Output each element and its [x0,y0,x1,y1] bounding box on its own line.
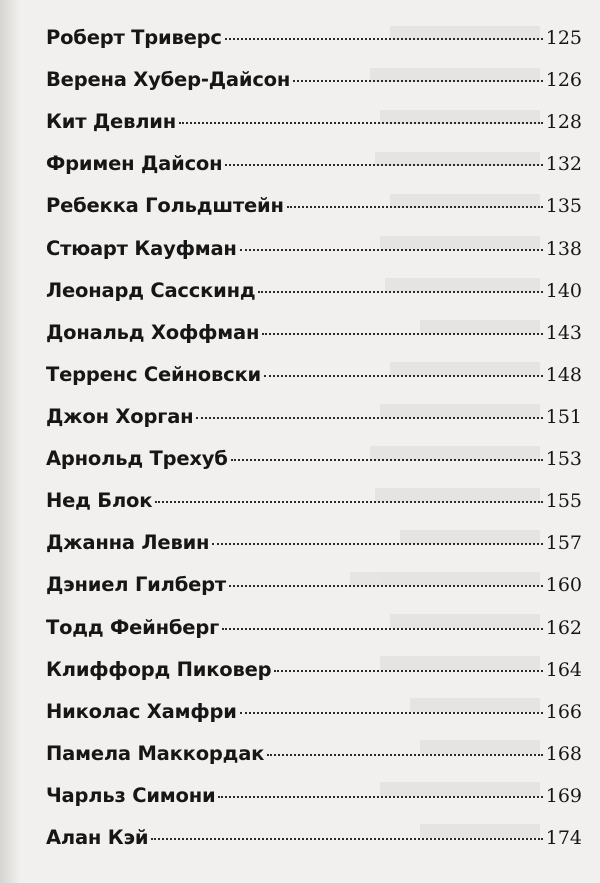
toc-entry [46,784,582,826]
dot-leader [179,122,543,124]
dot-leader [151,838,542,840]
toc-entry [46,237,582,279]
toc-page-number: 135 [545,195,582,218]
toc-entry [46,279,582,321]
dot-leader [225,38,543,40]
toc-author: Николас Хамфри [46,699,237,723]
dot-leader [267,754,543,756]
toc-page-number: 153 [545,448,582,471]
toc-author: Джон Хорган [46,404,194,428]
toc-entry [46,110,582,152]
dot-leader [264,375,543,377]
toc-author: Ребекка Гольдштейн [46,194,284,218]
toc-author: Дэниел Гилберт [46,573,227,597]
toc-page-number: 128 [545,111,582,134]
toc-entry [46,742,582,784]
dot-leader [229,585,543,587]
toc-entry [46,68,582,110]
toc-entry [46,405,582,447]
dot-leader [212,543,542,545]
toc-entry [46,826,582,868]
toc-author: Джанна Левин [46,531,210,555]
page-edge-shadow [0,0,20,883]
toc-author: Кит Девлин [46,110,177,134]
toc-author: Стюарт Кауфман [46,236,237,260]
toc-entry [46,152,582,194]
toc-page-number: 166 [545,700,582,723]
toc-page-number: 138 [545,237,582,260]
toc-page-number: 140 [545,279,582,302]
toc-page-number: 162 [545,616,582,639]
toc-entry [46,489,582,531]
toc-author: Алан Кэй [46,826,149,850]
toc-author: Клиффорд Пиковер [46,657,272,681]
toc-page-number: 148 [545,363,582,386]
dot-leader [287,206,543,208]
toc-author: Леонард Сасскинд [46,278,256,302]
toc-author: Фримен Дайсон [46,152,223,176]
dot-leader [274,670,542,672]
toc-entry [46,447,582,489]
toc-author: Чарльз Симони [46,783,216,807]
dot-leader [293,80,543,82]
toc-entry [46,321,582,363]
toc-author: Нед Блок [46,489,153,513]
dot-leader [196,417,542,419]
dot-leader [155,501,542,503]
dot-leader [222,628,543,630]
dot-leader [262,333,542,335]
toc-author: Роберт Триверс [46,26,222,49]
toc-page-number: 143 [545,321,582,344]
table-of-contents [46,26,582,868]
toc-page-number: 132 [545,153,582,176]
dot-leader [218,796,542,798]
toc-entry [46,658,582,700]
toc-entry [46,26,582,68]
toc-author: Арнольд Трехуб [46,447,228,471]
toc-entry [46,616,582,658]
dot-leader [225,164,542,166]
toc-page-number: 155 [545,490,582,513]
toc-author: Дональд Хоффман [46,320,260,344]
toc-page-number: 174 [545,827,582,850]
toc-page-number: 151 [545,405,582,428]
toc-author: Памела Маккордак [46,741,265,765]
toc-page-number: 169 [545,784,582,807]
toc-author: Верена Хубер-Дайсон [46,68,291,92]
toc-page-number: 157 [545,532,582,555]
toc-page-number: 164 [545,658,582,681]
toc-page-number: 125 [545,27,582,49]
toc-entry [46,573,582,615]
toc-entry [46,531,582,573]
toc-page-number: 160 [545,574,582,597]
toc-entry [46,363,582,405]
toc-entry [46,700,582,742]
toc-page-number: 126 [545,69,582,92]
dot-leader [240,712,543,714]
dot-leader [240,249,543,251]
toc-entry [46,194,582,236]
dot-leader [231,459,543,461]
dot-leader [258,291,542,293]
toc-author: Терренс Сейновски [46,362,261,386]
toc-page-number: 168 [545,742,582,765]
toc-author: Тодд Фейнберг [46,615,220,639]
